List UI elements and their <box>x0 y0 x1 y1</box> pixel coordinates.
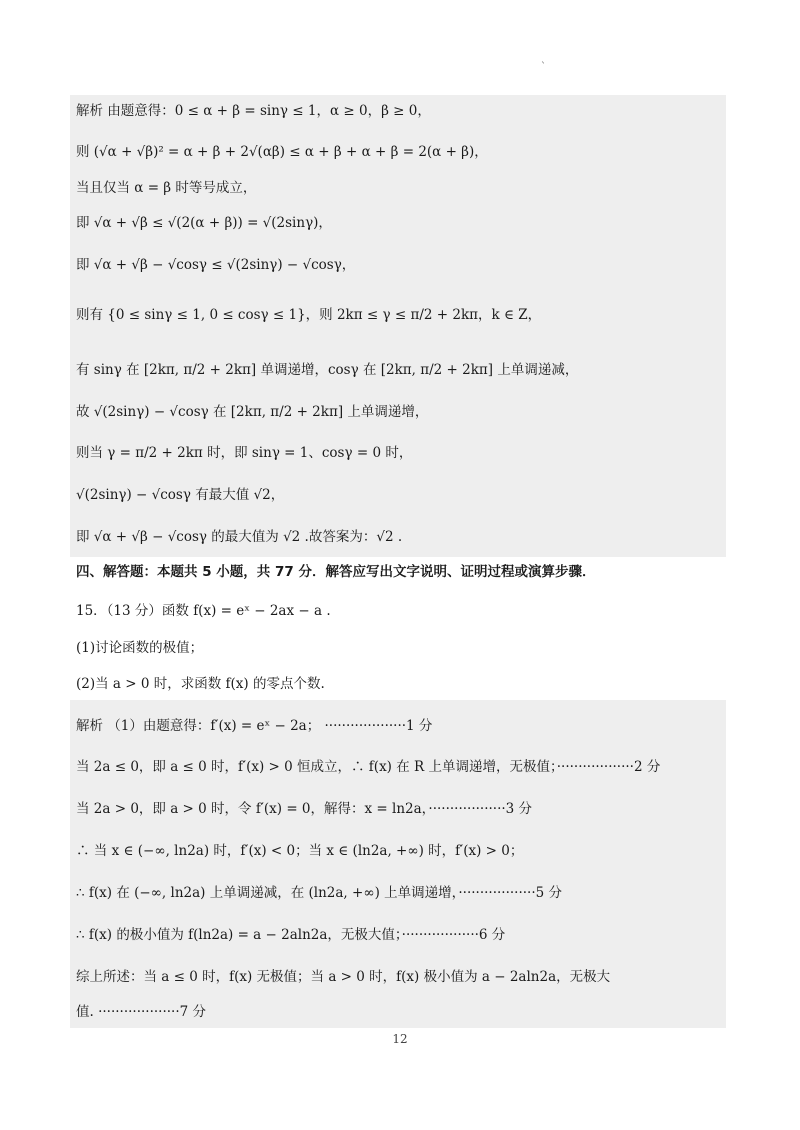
solution2-line-4: ∴ 当 x ∈ (−∞, ln2a) 时，f′(x) < 0；当 x ∈ (ln2a, +∞) 时，f′(x) > 0； <box>76 843 524 859</box>
solution2-line-8: 值. ···················7 分 <box>76 1004 206 1020</box>
solution2-line-1: 解析 （1）由题意得：f′(x) = eˣ − 2a； ···················1 分 <box>76 718 433 734</box>
solution-line-10: √(2sinγ) − √cosγ 有最大值 √2， <box>76 487 285 503</box>
solution-line-6: 则有 {0 ≤ sinγ ≤ 1, 0 ≤ cosγ ≤ 1}，则 2kπ ≤ γ ≤ π/2 + 2kπ，k ∈ Z， <box>76 307 542 323</box>
solution-line-8: 故 √(2sinγ) − √cosγ 在 [2kπ, π/2 + 2kπ] 上单调递增， <box>76 404 429 420</box>
solution2-line-7: 综上所述：当 a ≤ 0 时，f(x) 无极值；当 a > 0 时，f(x) 极小值为 a − 2aln2a，无极大 <box>76 969 611 985</box>
problem-part-1: (1)讨论函数的极值； <box>76 640 204 656</box>
problem-stem: 15．（13 分）函数 f(x) = eˣ − 2ax − a . <box>76 603 331 619</box>
solution-line-1: 解析 由题意得：0 ≤ α + β = sinγ ≤ 1，α ≥ 0，β ≥ 0， <box>76 103 431 119</box>
corner-mark: ` <box>541 62 546 73</box>
solution2-line-6: ∴ f(x) 的极小值为 f(ln2a) = a − 2aln2a，无极大值；··················6 分 <box>76 927 506 943</box>
solution2-line-2: 当 2a ≤ 0，即 a ≤ 0 时，f′(x) > 0 恒成立，∴ f(x) 在 R 上单调递增，无极值；··················2 分 <box>76 759 661 775</box>
section-heading: 四、解答题：本题共 5 小题，共 77 分．解答应写出文字说明、证明过程或演算步骤． <box>76 564 596 580</box>
page-number: 12 <box>392 1032 408 1046</box>
solution-line-3: 当且仅当 α = β 时等号成立， <box>76 180 257 196</box>
solution2-line-3: 当 2a > 0，即 a > 0 时，令 f′(x) = 0，解得：x = ln2a，··················3 分 <box>76 801 533 817</box>
problem-part-2: (2)当 a > 0 时，求函数 f(x) 的零点个数. <box>76 676 325 692</box>
solution-line-9: 则当 γ = π/2 + 2kπ 时，即 sinγ = 1、cosγ = 0 时， <box>76 445 413 461</box>
solution-line-4: 即 √α + √β ≤ √(2(α + β)) = √(2sinγ)， <box>76 215 332 231</box>
solution2-line-5: ∴ f(x) 在 (−∞, ln2a) 上单调递减，在 (ln2a, +∞) 上单调递增，··················5 分 <box>76 885 562 901</box>
solution-line-7: 有 sinγ 在 [2kπ, π/2 + 2kπ] 单调递增，cosγ 在 [2kπ, π/2 + 2kπ] 上单调递减， <box>76 362 579 378</box>
solution-line-5: 即 √α + √β − √cosγ ≤ √(2sinγ) − √cosγ， <box>76 257 356 273</box>
solution-line-2: 则 (√α + √β)² = α + β + 2√(αβ) ≤ α + β + α + β = 2(α + β)， <box>76 144 488 160</box>
solution-line-11: 即 √α + √β − √cosγ 的最大值为 √2 .故答案为：√2 . <box>76 529 403 545</box>
